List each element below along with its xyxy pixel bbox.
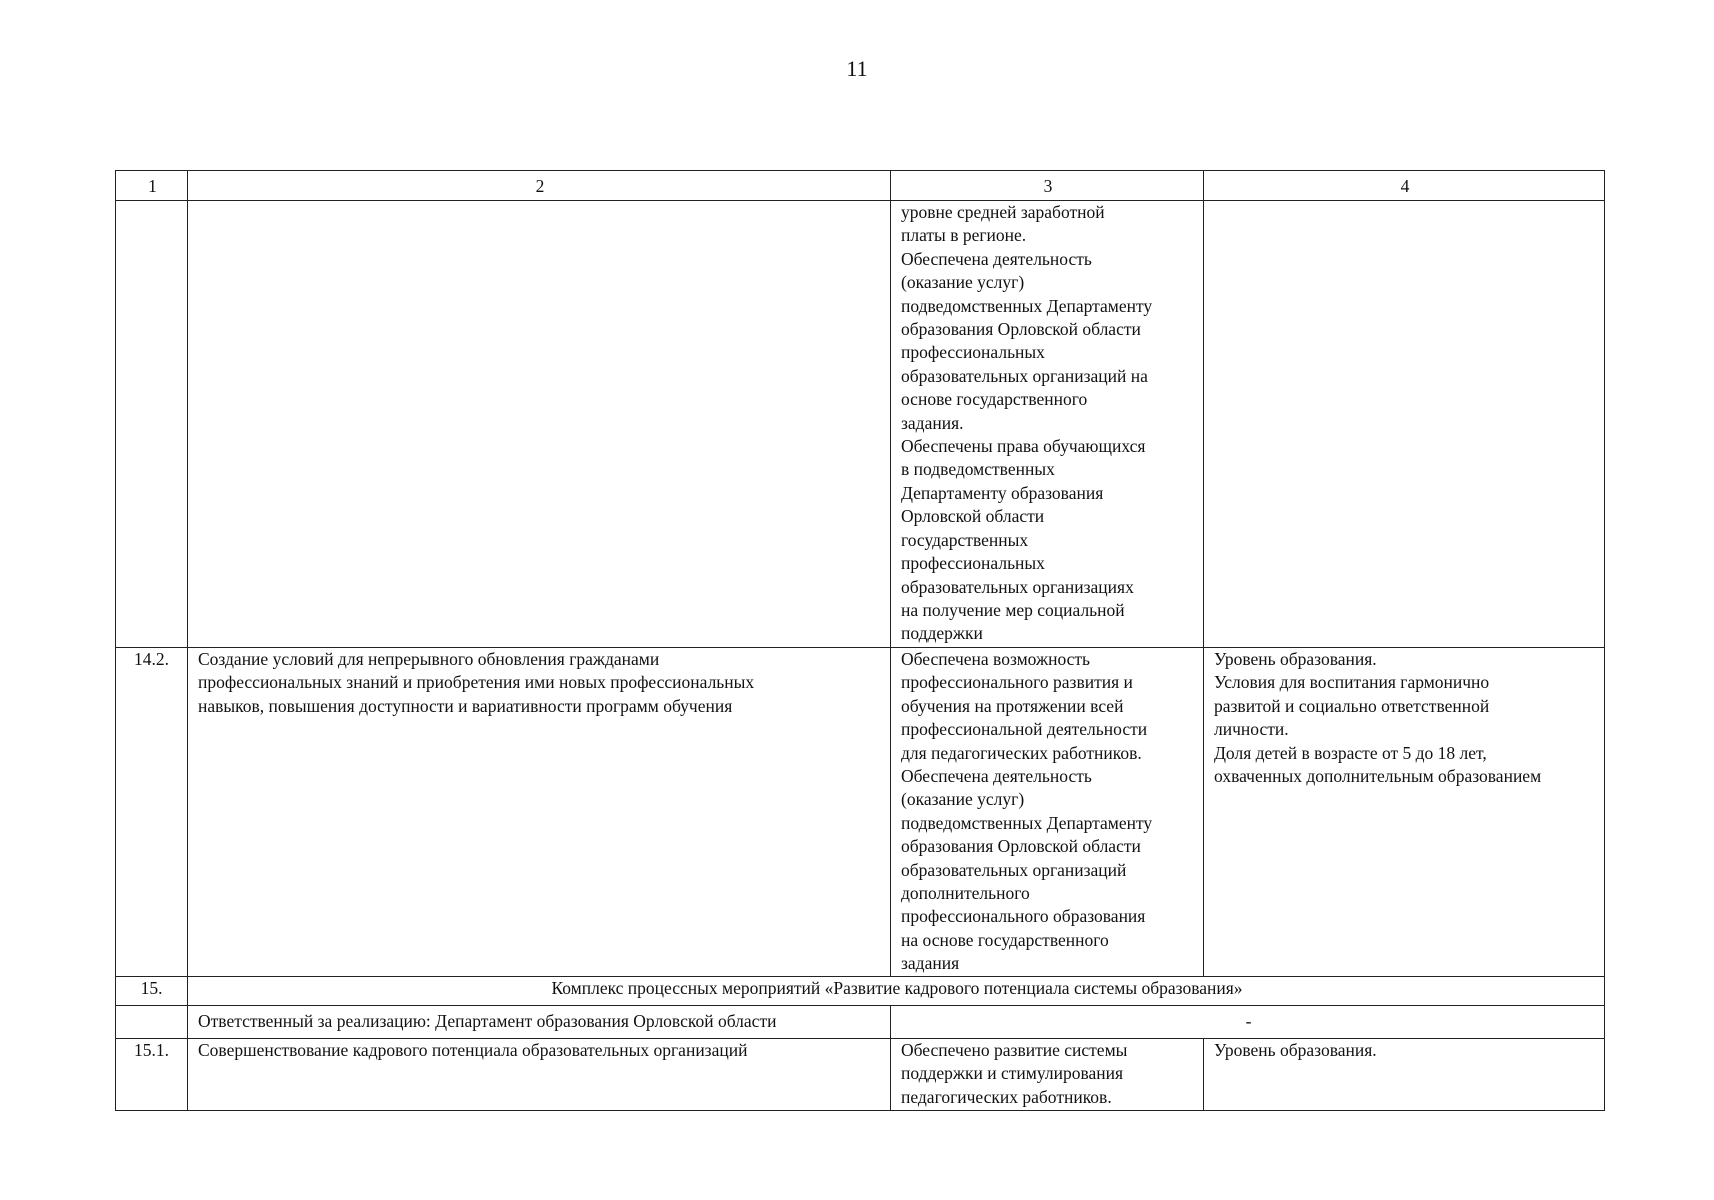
text-line: Обеспечены права обучающихся: [901, 436, 1146, 457]
text-line: навыков, повышения доступности и вариативности программ обучения: [198, 695, 733, 716]
table-row-continuation: [116, 201, 1605, 648]
header-cell-3: 3: [891, 171, 1204, 201]
table-header-row: [116, 171, 1605, 201]
text-line: охваченных дополнительным образованием: [1214, 766, 1542, 787]
text-line: профессиональных: [901, 342, 1045, 363]
text-line: в подведомственных: [901, 459, 1055, 480]
measures-table: [115, 170, 1605, 1111]
text-line: образования Орловской области: [901, 319, 1141, 340]
text-line: Создание условий для непрерывного обновления гражданами: [198, 649, 660, 669]
section-row-15: [116, 976, 1605, 1005]
indicator-cell: [1204, 648, 1605, 977]
text-line: Обеспечено развитие системы: [901, 1039, 1128, 1060]
row-number-cell: [116, 1005, 188, 1038]
section-number-cell: 15.: [116, 976, 188, 1005]
header-cell-2: 2: [188, 171, 891, 201]
table-row-14-2: [116, 648, 1605, 977]
text-line: образовательных организациях: [901, 576, 1134, 597]
text-line: Обеспечена деятельность: [901, 766, 1092, 787]
section-title-cell: Комплекс процессных мероприятий «Развитие кадрового потенциала системы образования»: [188, 976, 1605, 1005]
text-line: задания.: [901, 412, 964, 433]
task-cell: [188, 648, 891, 977]
responsible-cell: Ответственный за реализацию: Департамент образования Орловской области: [188, 1005, 891, 1038]
text-line: на получение мер социальной: [901, 599, 1125, 620]
text-line: обучения на протяжении всей: [901, 695, 1124, 716]
text-line: дополнительного: [901, 883, 1030, 904]
text-line: образования Орловской области: [901, 836, 1141, 857]
task-cell: [188, 201, 891, 648]
text-line: подведомственных Департаменту: [901, 295, 1153, 316]
text-line: уровне средней заработной: [901, 202, 1105, 222]
result-cell: [891, 648, 1204, 977]
row-number-cell: 15.1.: [116, 1038, 188, 1110]
task-cell: [188, 1038, 891, 1110]
text-line: педагогических работников.: [901, 1086, 1112, 1107]
responsible-value-cell: -: [891, 1005, 1605, 1038]
header-cell-1: 1: [116, 171, 188, 201]
text-line: Департаменту образования: [901, 482, 1104, 503]
text-line: профессиональной деятельности: [901, 719, 1148, 740]
text-line: Условия для воспитания гармонично: [1214, 672, 1490, 693]
text-line: Обеспечена деятельность: [901, 248, 1092, 269]
text-line: Уровень образования.: [1214, 649, 1377, 669]
text-line: государственных: [901, 529, 1029, 550]
table-row-15-1: [116, 1038, 1605, 1110]
text-line: для педагогических работников.: [901, 742, 1142, 763]
text-line: (оказание услуг): [901, 272, 1025, 293]
text-line: Уровень образования.: [1214, 1039, 1377, 1060]
result-cell: [891, 1038, 1204, 1110]
text-line: развитой и социально ответственной: [1214, 695, 1490, 716]
text-line: основе государственного: [901, 389, 1088, 410]
text-line: профессиональных знаний и приобретения ими новых профессиональных: [198, 672, 755, 693]
text-line: Доля детей в возрасте от 5 до 18 лет,: [1214, 742, 1487, 763]
text-line: образовательных организаций на: [901, 365, 1148, 386]
page-number: 11: [846, 56, 868, 81]
text-line: профессионального развития и: [901, 672, 1133, 693]
text-line: задания: [901, 953, 960, 974]
text-line: Орловской области: [901, 506, 1045, 527]
text-line: поддержки: [901, 623, 983, 644]
text-line: Совершенствование кадрового потенциала образовательных организаций: [198, 1039, 748, 1060]
indicator-cell: [1204, 201, 1605, 648]
text-line: Обеспечена возможность: [901, 649, 1091, 669]
text-line: образовательных организаций: [901, 859, 1127, 880]
text-line: на основе государственного: [901, 929, 1109, 950]
text-line: профессиональных: [901, 553, 1045, 574]
text-line: платы в регионе.: [901, 225, 1027, 246]
text-line: профессионального образования: [901, 906, 1146, 927]
row-number-cell: 14.2.: [116, 648, 188, 977]
text-line: поддержки и стимулирования: [901, 1063, 1124, 1084]
header-cell-4: 4: [1204, 171, 1605, 201]
row-number-cell: [116, 201, 188, 648]
responsible-row: [116, 1005, 1605, 1038]
result-cell: [891, 201, 1204, 648]
text-line: личности.: [1214, 719, 1289, 740]
text-line: (оказание услуг): [901, 789, 1025, 810]
text-line: подведомственных Департаменту: [901, 812, 1153, 833]
indicator-cell: [1204, 1038, 1605, 1110]
